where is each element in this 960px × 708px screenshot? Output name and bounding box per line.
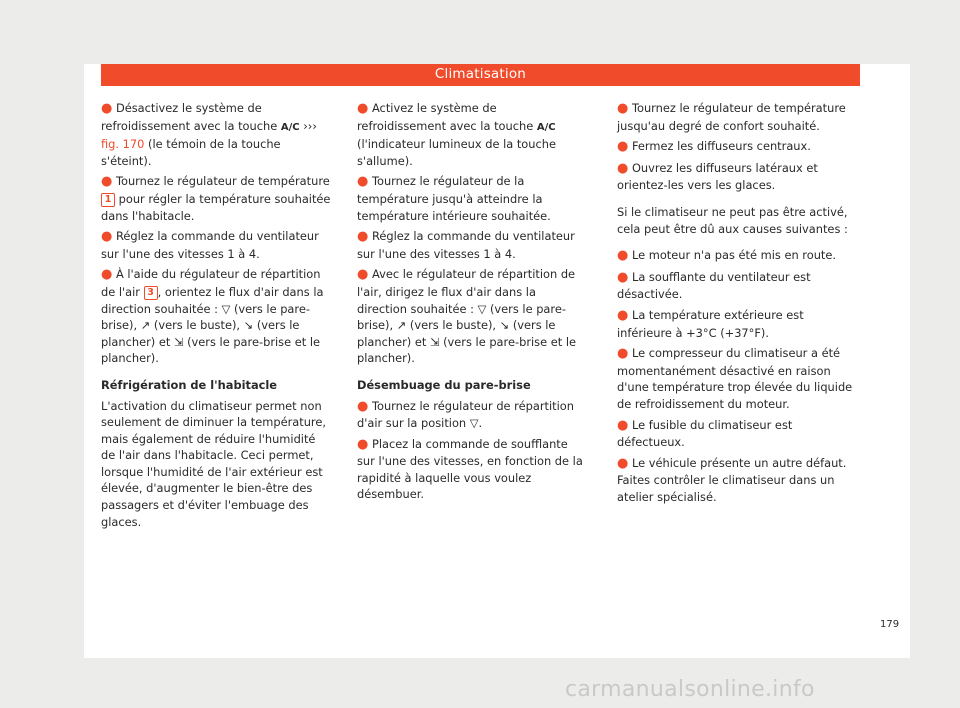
- bullet-icon: ●: [101, 101, 113, 116]
- list-item: ● Tournez le régulateur de la température jusqu'à atteindre la température intérieure souhaitée.: [357, 174, 551, 223]
- bullet-icon: ●: [617, 160, 629, 176]
- bullet-icon: ●: [617, 248, 629, 264]
- bullet-icon: ●: [617, 417, 629, 433]
- list-item: ● À l'aide du régulateur de répartition de l'air 3 , orientez le flux d'air dans la direction souhaitée : ▽ (vers le pare-brise), ↗ (vers le buste), ↘ (vers le plancher) et ⇲ (vers le pare-brise et le plancher).: [101, 267, 324, 366]
- column-3: [617, 100, 855, 509]
- list-item: ● Ouvrez les diffuseurs latéraux et orientez-les vers les glaces.: [617, 160, 818, 193]
- bullet-icon: ●: [101, 229, 113, 245]
- bullet-icon: ●: [357, 174, 369, 190]
- ac-button-icon: A/C: [280, 121, 300, 133]
- bullet-icon: ●: [357, 436, 369, 452]
- windshield-icon: ▽: [469, 416, 479, 431]
- subheading: Désembuage du pare-brise: [357, 377, 531, 392]
- windshield-icon: ▽: [477, 301, 487, 316]
- list-item: ● Réglez la commande du ventilateur sur l'une des vitesses 1 à 4.: [101, 229, 319, 261]
- list-item: ● Le compresseur du climatiseur a été momentanément désactivé en raison d'une température trop élevée du liquide de refroidissement du moteur.: [617, 346, 853, 411]
- bullet-icon: ●: [617, 346, 629, 362]
- list-item: ● Tournez le régulateur de température 1 pour régler la température souhaitée dans l'habitacle.: [101, 174, 331, 223]
- callout-number: 1: [101, 193, 115, 207]
- torso-airflow-icon: ↗: [140, 318, 151, 333]
- list-item: ● La température extérieure est inférieure à +3°C (+37°F).: [617, 307, 804, 340]
- section-title: Climatisation: [434, 66, 527, 82]
- callout-number: 3: [144, 286, 158, 300]
- list-item: ● Activez le système de refroidissement avec la touche A/C (l'indicateur lumineux de la touche s'allume).: [357, 101, 556, 168]
- bullet-icon: ●: [357, 101, 369, 116]
- column-2: [357, 100, 587, 507]
- list-item: ● Le fusible du climatiseur est défectueux.: [617, 417, 793, 450]
- windshield-floor-icon: ⇲: [173, 334, 184, 349]
- list-item: ● Tournez le régulateur de répartition d'air sur la position ▽.: [357, 398, 574, 431]
- paragraph: Si le climatiseur ne peut pas être activé, cela peut être dû aux causes suivantes :: [617, 204, 848, 236]
- windshield-icon: ▽: [221, 301, 231, 316]
- figure-link[interactable]: fig. 170: [101, 137, 145, 152]
- bullet-icon: ●: [617, 139, 629, 155]
- bullet-icon: ●: [617, 101, 629, 116]
- subheading: Réfrigération de l'habitacle: [101, 377, 278, 392]
- list-item: ● Réglez la commande du ventilateur sur l'une des vitesses 1 à 4.: [357, 229, 575, 261]
- bullet-icon: ●: [357, 398, 369, 414]
- list-item: ● Tournez le régulateur de température jusqu'au degré de confort souhaité.: [617, 101, 846, 133]
- list-item: ● Le véhicule présente un autre défaut. Faites contrôler le climatiseur dans un atelier spécialisé.: [617, 455, 847, 504]
- list-item: ● Le moteur n'a pas été mis en route.: [617, 248, 837, 264]
- section-header-bar: [101, 64, 860, 86]
- bullet-icon: ●: [357, 267, 369, 283]
- list-item: ● Placez la commande de soufflante sur l'une des vitesses, en fonction de la rapidité à laquelle vous voulez désembuer.: [357, 436, 583, 502]
- floor-airflow-icon: ↘: [243, 318, 254, 333]
- list-item: ● Fermez les diffuseurs centraux.: [617, 139, 811, 155]
- page-number: 179: [880, 619, 900, 630]
- torso-airflow-icon: ↗: [396, 318, 407, 333]
- floor-airflow-icon: ↘: [499, 318, 510, 333]
- list-item: ● Désactivez le système de refroidissement avec la touche A/C ››› fig. 170 (le témoin de la touche s'éteint).: [101, 101, 317, 168]
- bullet-icon: ●: [357, 229, 369, 245]
- bullet-icon: ●: [101, 174, 113, 190]
- bullet-icon: ●: [617, 269, 629, 285]
- bullet-icon: ●: [617, 307, 629, 323]
- list-item: ● La soufflante du ventilateur est désactivée.: [617, 269, 811, 302]
- column-1: [101, 100, 331, 534]
- bullet-icon: ●: [617, 455, 629, 471]
- bullet-icon: ●: [101, 267, 113, 283]
- ac-button-icon: A/C: [536, 121, 556, 133]
- paragraph: L'activation du climatiseur permet non seulement de diminuer la température, mais également de réduire l'humidité de l'air dans l'habitacle. Ceci permet, lorsque l'humidité de l'air extérieur est élevée, d'augmenter le bien-être des passagers et d'éviter l'embuage des glaces.: [101, 398, 326, 529]
- watermark: carmanualsonline.info: [565, 677, 815, 702]
- list-item: ● Avec le régulateur de répartition de l'air, dirigez le flux d'air dans la direction souhaitée : ▽ (vers le pare-brise), ↗ (vers le buste), ↘ (vers le plancher) et ⇲ (vers le pare-brise et le plancher).: [357, 267, 576, 366]
- windshield-floor-icon: ⇲: [429, 334, 440, 349]
